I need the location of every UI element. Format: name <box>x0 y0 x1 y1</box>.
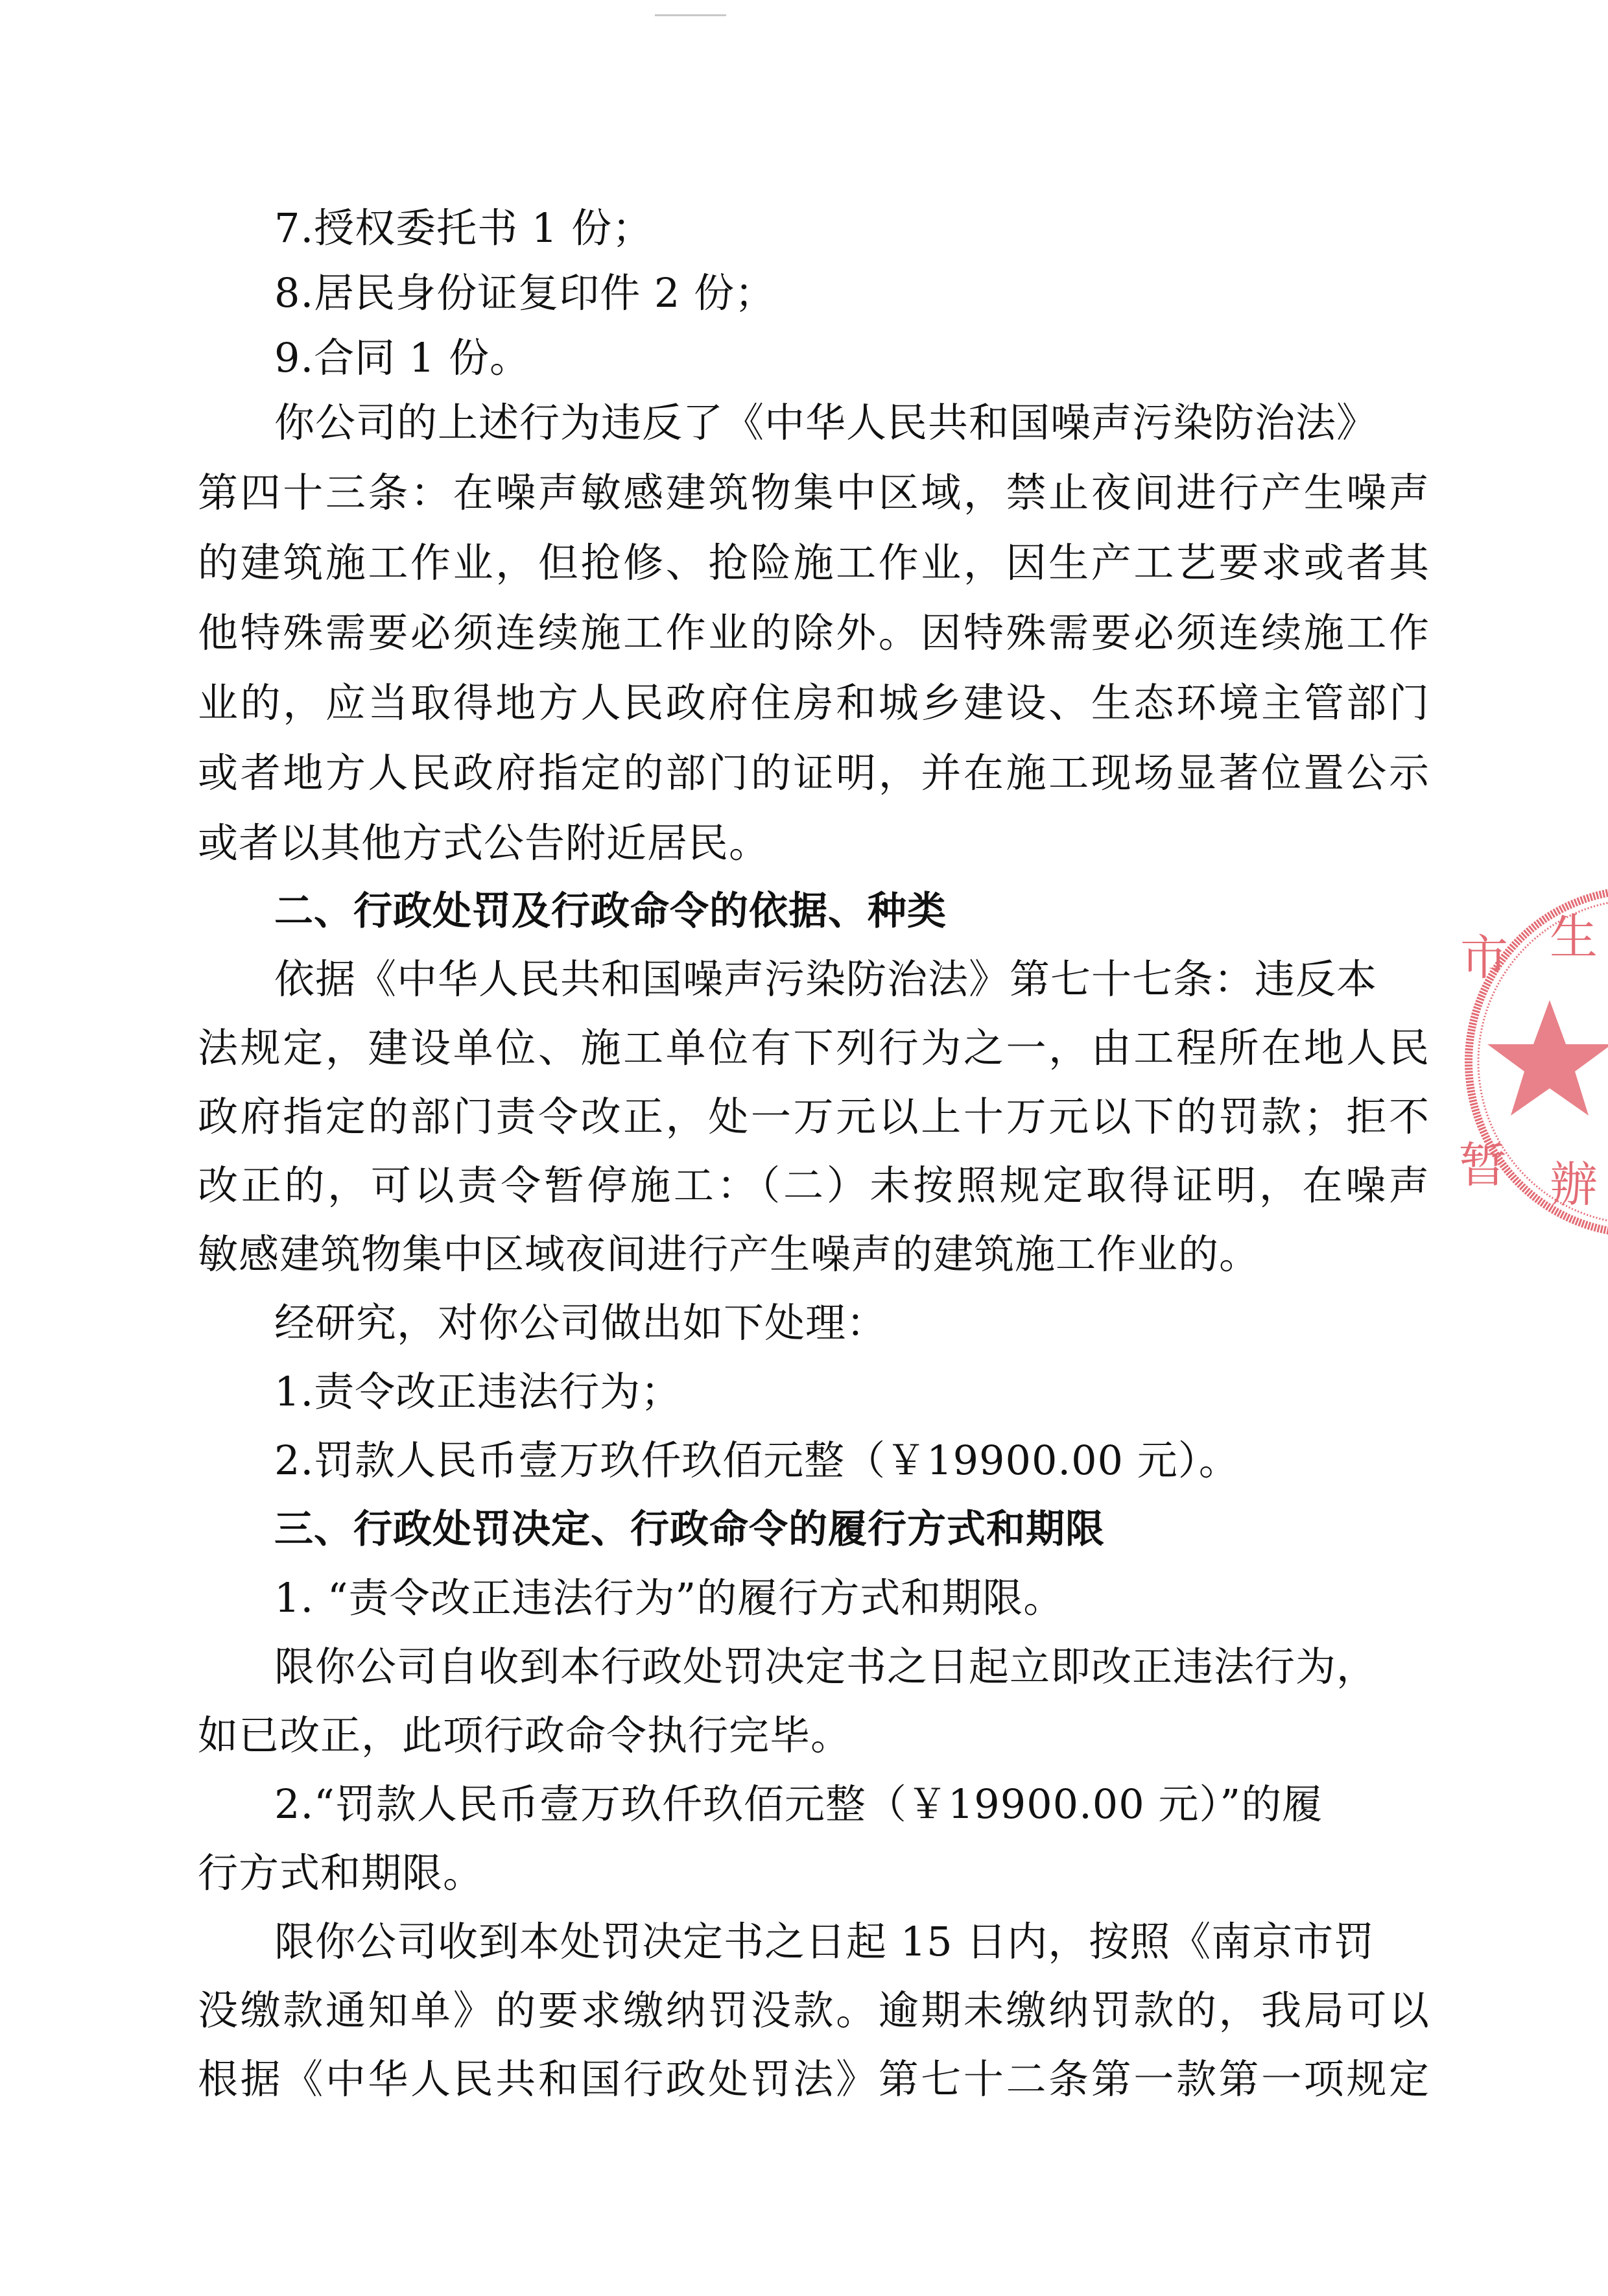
paragraph-line: 敏感建筑物集中区域夜间进行产生噪声的建筑施工作业的。 <box>198 1230 1260 1278</box>
seal-char: 辦 <box>1550 1157 1598 1213</box>
list-item: 8.居民身份证复印件 2 份； <box>274 269 776 317</box>
paragraph-line: 限你公司收到本处罚决定书之日起 15 日内，按照《南京市罚 <box>274 1918 1375 1965</box>
list-item: 7.授权委托书 1 份； <box>274 204 654 252</box>
paragraph-line: 依据《中华人民共和国噪声污染防治法》第七十七条：违反本 <box>274 955 1378 1003</box>
list-item: 1.责令改正违法行为； <box>274 1368 682 1415</box>
paragraph-line: 第四十三条：在噪声敏感建筑物集中区域，禁止夜间进行产生噪声 <box>198 469 1430 516</box>
paragraph-line: 的建筑施工作业，但抢修、抢险施工作业，因生产工艺要求或者其 <box>198 539 1430 586</box>
paragraph-line: 政府指定的部门责令改正，处一万元以上十万元以下的罚款；拒不 <box>198 1093 1430 1140</box>
official-seal <box>1452 877 1608 1240</box>
subsection-heading: 2.“罚款人民币壹万玖仟玖佰元整（￥19900.00 元）”的履 <box>274 1780 1323 1828</box>
paragraph-line: 根据《中华人民共和国行政处罚法》第七十二条第一款第一项规定 <box>198 2055 1430 2103</box>
paragraph-line: 他特殊需要必须连续施工作业的除外。因特殊需要必须连续施工作 <box>198 609 1430 656</box>
paragraph-line: 经研究，对你公司做出如下处理： <box>274 1299 888 1346</box>
subsection-heading: 1. “责令改正违法行为”的履行方式和期限。 <box>274 1574 1065 1621</box>
paragraph-line: 改正的，可以责令暂停施工：（二）未按照规定取得证明，在噪声 <box>198 1162 1430 1209</box>
scan-artifact <box>655 14 726 16</box>
section-heading: 二、行政处罚及行政命令的依据、种类 <box>274 889 947 934</box>
paragraph-line: 如已改正，此项行政命令执行完毕。 <box>198 1712 852 1759</box>
seal-char: 暂 <box>1459 1138 1507 1193</box>
seal-char: 生 <box>1550 909 1598 965</box>
paragraph-line: 或者以其他方式公告附近居民。 <box>198 819 770 867</box>
paragraph-line: 法规定，建设单位、施工单位有下列行为之一，由工程所在地人民 <box>198 1024 1430 1071</box>
paragraph-line: 业的，应当取得地方人民政府住房和城乡建设、生态环境主管部门 <box>198 679 1430 726</box>
list-item: 2.罚款人民币壹万玖仟玖佰元整（￥19900.00 元）。 <box>274 1437 1240 1484</box>
seal-char: 市 <box>1460 930 1508 986</box>
seal-star-icon <box>1487 1000 1608 1116</box>
paragraph-line: 没缴款通知单》的要求缴纳罚没款。逾期未缴纳罚款的，我局可以 <box>198 1987 1430 2034</box>
paragraph-line: 或者地方人民政府指定的部门的证明，并在施工现场显著位置公示 <box>198 749 1430 796</box>
list-item: 9.合同 1 份。 <box>274 334 531 381</box>
subsection-heading: 行方式和期限。 <box>198 1849 484 1896</box>
paragraph-line: 限你公司自收到本行政处罚决定书之日起立即改正违法行为， <box>274 1643 1378 1690</box>
section-heading: 三、行政处罚决定、行政命令的履行方式和期限 <box>274 1507 1105 1552</box>
paragraph-line: 你公司的上述行为违反了《中华人民共和国噪声污染防治法》 <box>274 399 1378 446</box>
